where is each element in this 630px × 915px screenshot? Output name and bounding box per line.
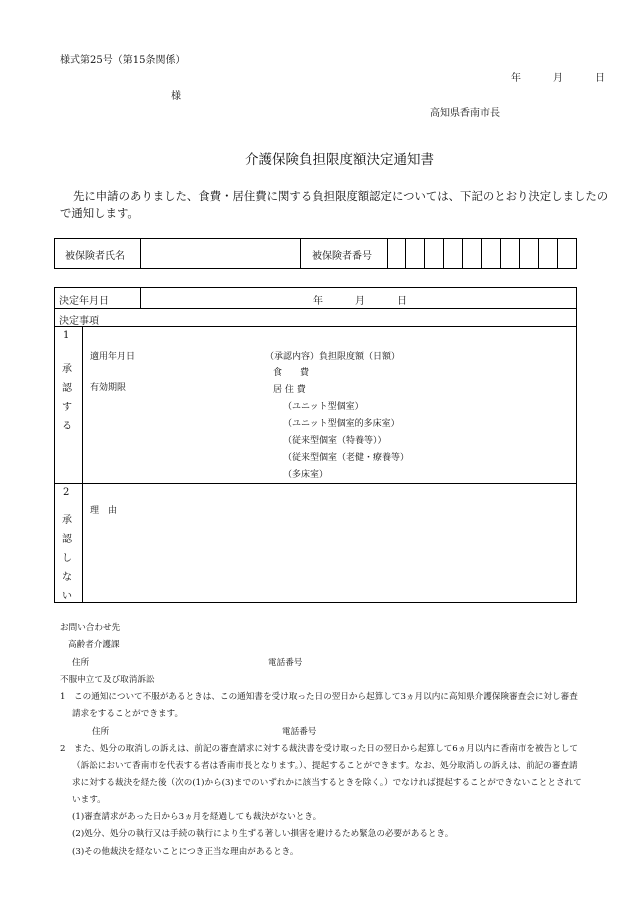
appeal-item2-line2: （訴訟において香南市を代表する者は香南市長となります。）、提起することができます。なお、処分取消しの訴えは、前記の審査請 xyxy=(72,761,578,771)
room-type-4: （従来型個室（老健・療養等） xyxy=(283,453,410,463)
reject-number: 2 xyxy=(63,487,70,498)
decision-table xyxy=(54,287,577,603)
insured-name-label: 被保険者氏名 xyxy=(65,251,125,262)
page-title: 介護保険負担限度額決定通知書 xyxy=(245,152,434,168)
intro-line-2: で通知します。 xyxy=(60,206,139,220)
room-type-3: （従来型個室（特養等）） xyxy=(283,436,387,446)
appeal-item2-line1: 2 また、処分の取消しの訴えは、前記の審査請求に対する裁決書を受け取った日の翌日から起算して6ヵ月以内に香南市を被告として xyxy=(60,744,578,754)
appeal-item2-line3: 求に対する裁決を経た後（次の(1)から(3)までのいずれかに該当するときを除く。）でなければ提起することができないこととされて xyxy=(72,778,582,788)
room-type-1: （ユニット型個室） xyxy=(283,402,364,412)
appeal-item1-line2: 請求をすることができます。 xyxy=(72,709,184,719)
appeal-sub-3: (3)その他裁決を経ないことにつき正当な理由があるとき。 xyxy=(72,847,299,857)
decision-year: 年 xyxy=(313,296,323,307)
header-year: 年 xyxy=(511,73,521,84)
issuer: 高知県香南市長 xyxy=(430,108,500,119)
appeal-phone-label: 電話番号 xyxy=(282,727,317,737)
decision-date-label: 決定年月日 xyxy=(59,296,109,307)
food-label: 食 費 xyxy=(273,368,310,378)
contact-dept: 高齢者介護課 xyxy=(68,640,120,650)
intro-line-1: 先に申請のありました、食費・居住費に関する負担限度額認定については、下記のとおり決定しましたの xyxy=(73,189,609,203)
header-month: 月 xyxy=(553,73,563,84)
decision-month: 月 xyxy=(355,296,365,307)
applied-date-label: 適用年月日 xyxy=(90,352,136,362)
header-day: 日 xyxy=(595,73,605,84)
reject-vertical-label: 承認しない xyxy=(62,515,72,602)
room-type-5: （多床室） xyxy=(283,470,329,480)
form-number: 様式第25号（第15条関係） xyxy=(60,55,186,66)
approve-vertical-label: 承認する xyxy=(62,364,72,432)
insured-info-table xyxy=(54,238,577,269)
addressee-suffix: 様 xyxy=(171,91,181,102)
housing-label: 居 住 費 xyxy=(273,385,306,395)
decision-day: 日 xyxy=(397,296,407,307)
contact-address-label: 住所 xyxy=(72,658,90,668)
contact-phone-label: 電話番号 xyxy=(268,658,303,668)
appeal-item1-line1: 1 この通知について不服があるときは、この通知書を受け取った日の翌日から起算して3ヵ月以内に高知県介護保険審査会に対し審査 xyxy=(60,692,578,702)
reason-label: 理 由 xyxy=(90,506,118,516)
valid-period-label: 有効期限 xyxy=(90,383,127,393)
appeal-header: 不服申立て及び取消訴訟 xyxy=(60,675,155,685)
appeal-sub-1: (1)審査請求があった日から3ヵ月を経過しても裁決がないとき。 xyxy=(72,812,322,822)
appeal-sub-2: (2)処分、処分の執行又は手続の執行により生ずる著しい損害を避けるため緊急の必要があるとき。 xyxy=(72,829,454,839)
appeal-address-label: 住所 xyxy=(92,727,110,737)
approve-number: 1 xyxy=(63,330,70,341)
appeal-item2-line4: います。 xyxy=(72,795,106,805)
approve-content-header: （承認内容）負担限度額（日額） xyxy=(265,352,401,362)
decision-matters-label: 決定事項 xyxy=(59,316,99,327)
insured-number-label: 被保険者番号 xyxy=(312,251,372,262)
room-type-2: （ユニット型個室的多床室） xyxy=(283,419,400,429)
contact-header: お問い合わせ先 xyxy=(60,623,121,633)
